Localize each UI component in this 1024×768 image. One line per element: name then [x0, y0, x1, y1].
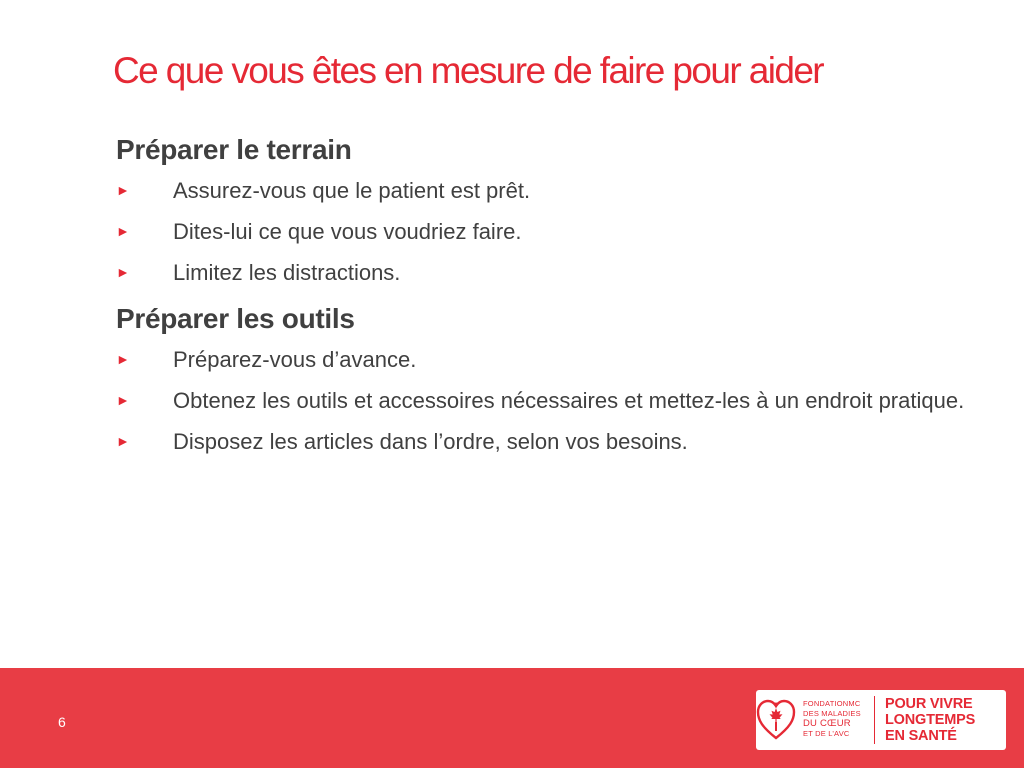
bullet-arrow-icon: ► — [116, 182, 130, 198]
page-number: 6 — [58, 714, 66, 730]
bullet-list — [116, 343, 966, 458]
list-item — [116, 343, 966, 376]
foundation-logo — [756, 690, 1006, 750]
list-item-text: Limitez les distractions. — [173, 260, 401, 285]
logo-org-line: FONDATIONMC — [803, 699, 861, 708]
list-item-text: Dites-lui ce que vous voudriez faire. — [173, 219, 522, 244]
slide-content — [116, 128, 966, 466]
logo-org-line: ET DE L’AVC — [803, 729, 850, 738]
logo-tagline-line: EN SANTÉ — [885, 728, 957, 744]
bullet-arrow-icon: ► — [116, 433, 130, 449]
section-heading: Préparer les outils — [116, 303, 355, 334]
logo-tagline-line: LONGTEMPS — [885, 712, 976, 728]
heart-torch-maple-leaf-icon — [756, 696, 796, 742]
bullet-arrow-icon: ► — [116, 392, 130, 408]
list-item — [116, 174, 966, 207]
section-heading: Préparer le terrain — [116, 134, 352, 165]
list-item — [116, 256, 966, 289]
list-item — [116, 215, 966, 248]
logo-org-line: DU CŒUR — [803, 718, 851, 729]
section-preparer-le-terrain — [116, 128, 966, 289]
bullet-arrow-icon: ► — [116, 264, 130, 280]
list-item-text: Préparez-vous d’avance. — [173, 347, 417, 372]
logo-divider — [874, 696, 875, 744]
slide-title: Ce que vous êtes en mesure de faire pour aider — [113, 50, 824, 91]
bullet-arrow-icon: ► — [116, 223, 130, 239]
logo-organization-name — [803, 699, 878, 739]
section-preparer-les-outils — [116, 297, 966, 458]
logo-tagline — [885, 696, 1005, 744]
logo-org-line: DES MALADIES — [803, 708, 861, 718]
list-item — [116, 384, 966, 417]
bullet-list — [116, 174, 966, 289]
bullet-arrow-icon: ► — [116, 351, 130, 367]
list-item-text: Disposez les articles dans l’ordre, selon vos besoins. — [173, 429, 688, 454]
logo-tagline-line: POUR VIVRE — [885, 696, 973, 712]
list-item — [116, 425, 966, 458]
list-item-text: Assurez-vous que le patient est prêt. — [173, 178, 531, 203]
list-item-text: Obtenez les outils et accessoires nécessaires et mettez-les à un endroit pratique. — [173, 388, 965, 413]
